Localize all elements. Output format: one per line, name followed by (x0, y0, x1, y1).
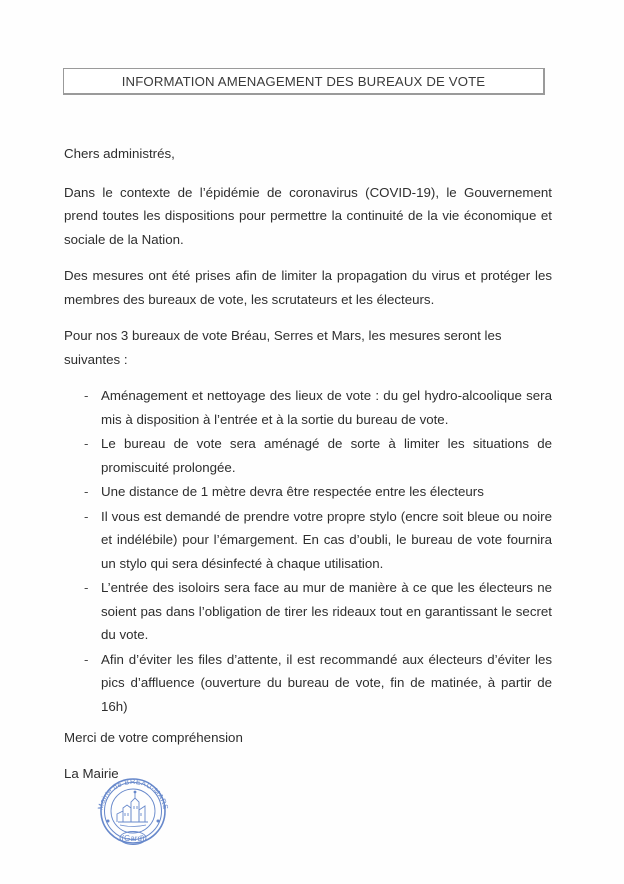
list-item-text: Il vous est demandé de prendre votre propre stylo (encre soit bleue ou noire et indélébile) pour l’émargement. En cas d’oubli, le bureau de vote fournira un stylo qui sera désinfecté à chaque utilisation. (101, 508, 552, 571)
stamp-graphic (90, 772, 176, 850)
bullet-dash: - (84, 508, 89, 524)
paragraph-measures-intro: Des mesures ont été prises afin de limiter la propagation du virus et protéger les membres des bureaux de vote, les scrutateurs et les électeurs. (64, 268, 552, 307)
list-item-text: Afin d’éviter les files d’attente, il est recommandé aux électeurs d’éviter les pics d’affluence (ouverture du bureau de vote, fin de matinée, à partir de 16h) (101, 651, 552, 714)
paragraph-polling-stations: Pour nos 3 bureaux de vote Bréau, Serres et Mars, les mesures seront les suivantes : (64, 328, 502, 367)
closing-thanks: Merci de votre compréhension (64, 730, 243, 745)
list-item-text: Une distance de 1 mètre devra être respectée entre les électeurs (101, 484, 484, 499)
official-stamp (90, 772, 176, 850)
list-item (64, 480, 552, 504)
measures-list (64, 384, 552, 718)
bullet-dash: - (84, 651, 89, 667)
closing-signature: La Mairie (64, 765, 119, 781)
bullet-dash: - (84, 388, 89, 403)
list-item (64, 384, 552, 431)
list-item (64, 505, 552, 576)
stamp-emblem-icon (117, 791, 148, 827)
list-item (64, 648, 552, 719)
list-item-text: L’entrée des isoloirs sera face au mur de manière à ce que les électeurs ne soient pas dans l’obligation de tirer les rideaux tout en garantissant le secret du vote. (101, 580, 552, 642)
bullet-dash: - (84, 436, 89, 451)
stamp-arc-text: Mairie de BREAU-MARS (95, 776, 171, 811)
salutation-text: Chers administrés, (64, 146, 175, 161)
document-body (64, 142, 552, 719)
stamp-bottom-text: (Gard) (121, 834, 145, 843)
list-item (64, 432, 552, 479)
bullet-dash: - (84, 484, 89, 499)
bullet-dash: - (84, 580, 89, 595)
stamp-star-left (107, 820, 110, 823)
stamp-star-right (157, 820, 160, 823)
list-item-text: Aménagement et nettoyage des lieux de vote : du gel hydro-alcoolique sera mis à disposition à l’entrée et à la sortie du bureau de vote. (101, 388, 552, 427)
page-title: INFORMATION AMENAGEMENT DES BUREAUX DE VOTE (121, 74, 486, 89)
paragraph-context: Dans le contexte de l’épidémie de coronavirus (COVID-19), le Gouvernement prend toutes les dispositions pour permettre la continuité de la vie économique et sociale de la Nation. (64, 184, 552, 247)
header-title-box (63, 68, 545, 95)
list-item-text: Le bureau de vote sera aménagé de sorte à limiter les situations de promiscuité prolongée. (101, 436, 552, 475)
list-item (64, 576, 552, 647)
